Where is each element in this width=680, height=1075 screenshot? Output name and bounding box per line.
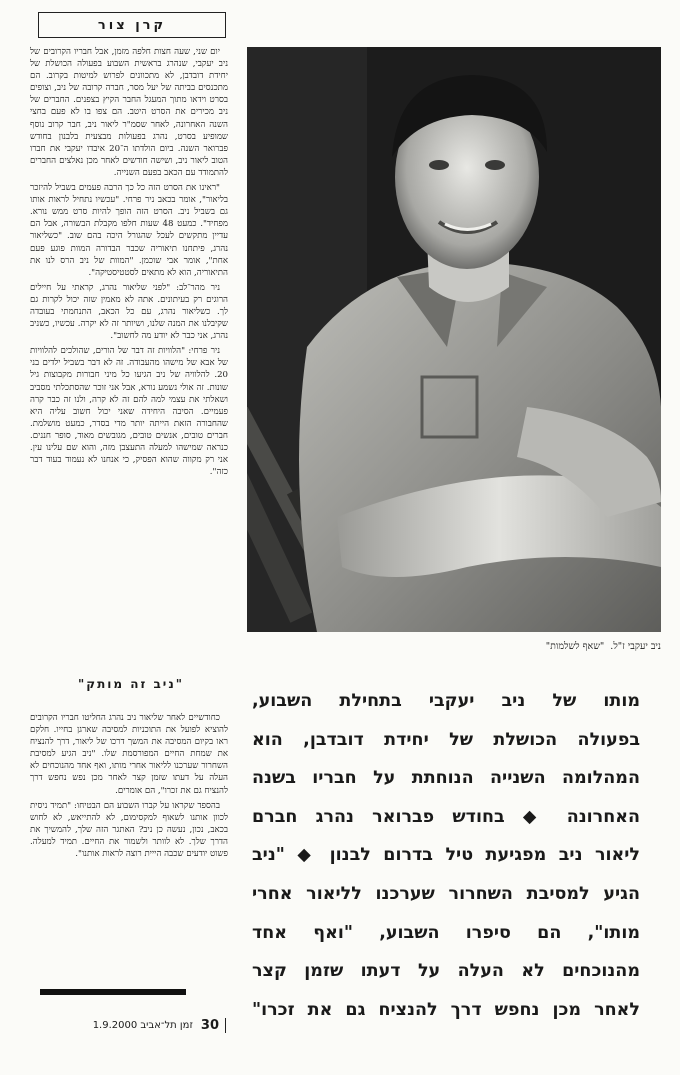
byline: קרן צור — [97, 17, 167, 33]
page-folio — [38, 1014, 226, 1036]
column-paragraph: "ראינו את הסרט הזה כל כך הרבה פעמים בשביל להיזכר בליאור", אומר בכאב ניר פרחי. "עכשיו נתחיל לראות אותו גם בשביל ניב. הסרט הזה הופך להיות סרט ממש נורא. מפחיד". כמעט 48 שעות חלפו מקבלת הבשורה, אבל הם עדיין מתקשים לעכל שהגורל היכה בהם שוב. "כשליאור נהרג, פיתחנו תיאוריה שכבר הבדורה המוות פוגע פעם אחת", אומר אבי שוכמן. "המוות של ניב הרס לנו את התיאוריה, הוא לא מתאים לסטטיסטיקה". — [30, 183, 228, 278]
portrait-illustration — [247, 47, 661, 632]
publication-date: זמן תל־אביב 1.9.2000 — [92, 1019, 193, 1031]
pull-quote-line: מהנוכחים לא העלה על דעתו שזמן קצר — [252, 961, 640, 982]
byline-box — [38, 12, 226, 38]
photo-caption — [247, 638, 661, 654]
portrait-photo — [247, 47, 661, 632]
column-paragraph: בהספד שקראו על קברו השבוע הם הבטיחו: "תמיד ניסית לכוון אותנו לשאוף למקסימום, לא להתייאש, לא לחוש בכאב, נכון, נעשה כן ניב? האתגר הזה שלך, להמשיך את הדרך שלך. לא לוותר ולשמור את החיים. תמיד למעלה. פשוט יודעים שכבה הייית רוצה לראות אותנו". — [30, 800, 228, 860]
column-paragraph: יום שני, שעה חצות חלפה מזמן, אבל חבריו הקרובים של ניב יעקבי, שנהרג בראשית השבוע בפעולה הכושלת של יחידת דובדבן, לא מתכוונים לפרוש למיטות בקרוב. הם מתכנסים בביתה של יעל מסר, חברה קרובה של ניב, וצופים בסרט וידאו מתוך המעגל החבר הקיץ בצפנים. החברים של ניב מכירים את הסרט היטב. הם צפו בו לא פעם בחצי השנה האחרונה, לאחר שסמ"ר ליאור ניב, חבר קרוב נוסף שמופיע בסרט, נהרג בפעולות מבצעית בלבנון בחודש פברואר השנה. ביום הולדתו ה־20 איבדו יעקבי את חברו הטוב ליאור ניב, ושישה חודשים לאחר מכן נאלצים החברים להתמודד עם הכאב בפעם השנייה. — [30, 47, 228, 178]
column-paragraph: ניר פרחי: "הלוויות זה דבר של הורים, שהולכים להלוויות של אבא של מישהו מהעבודה. זה לא דבר בשביל ילדים בני 20. להלוויה של ניב הגיעו כל מיני חבורות מקבוצות גיל שונות. זה אולי נשמע נורא, אבל אני זוכר שהסתכלתי מסביב ושאלתי את עצמי למה להם זה לא קרה, ולנו זה כבר קרה פעמיים. הסיבה היחידה שאני יכול חשוב עליה היא שהחבורה הזאת הייתה יותר מדי בסדר, כמעט מושלמת. חברים טובים, אנשים טובים, מגובשים מאוד, סופר חננים. כנראה שמישהו למעלה התעצבן מזה, והוא שם עלינו עין. אני רק מקווה שהוא הפסיק, כי אנחנו לא נעמוד בעוד דבר כזה". — [30, 346, 228, 478]
pull-quote-line: לאחר מכן נחפש דרך להנציח גם את זכרו" — [252, 999, 640, 1020]
pull-quote — [252, 682, 640, 1070]
pull-quote-line: בפעולה הכושלת של יחידת דובדבן, הוא — [252, 729, 640, 750]
column-paragraph: ניר מהר־לב: "לפני שליאור נהרג, קראתי על חיילים הרוגים רק בעיתונים. אתה לא מאמין שזה יכול לקרות גם לך. כשליאור נהרג, עם כל הכאב, התנחמתי בעובדה שקיבלנו את המנה שלנו, ושיותר זה לא יקרה. עכשיו, כשניב נהרג, אני כבר לא יודע מה לחשוב". — [30, 282, 228, 342]
page-number: 30 — [201, 1018, 226, 1033]
pull-quote-line: הגיע למסיבת השחרור שערכנו לליאור אחרי — [252, 883, 640, 904]
caption-credit: "שאף לשלמות" — [545, 640, 605, 652]
pull-quote-line: מותו", הם סיפרו השבוע, "ואף אחד — [252, 922, 640, 943]
pull-quote-line: האחרונה ◆ בחודש פברואר נהרג חברם — [252, 806, 640, 827]
pull-quote-line: מותו של ניב יעקבי בתחילת השבוע, — [252, 691, 640, 711]
pull-quote-line: המהלומה השנייה הנוחתת על חבריו בשנה — [252, 768, 640, 789]
article-column-continued — [30, 712, 228, 972]
pull-quote-line: ליאור ניב מפגיעת טיל בדרום לבנון ◆ "ניב — [252, 845, 640, 866]
column-paragraph: כחודשיים לאחר שליאור ניב נהרג החליטו חבריו הקרובים להוציא לפועל את התוכניות למסיבה שארגן בחייו. חלקם ראו בקיום המסיבה את המשך דרכו של ליאור, דרך להנציח את שמחת החיים המפורסמת שלו. "ניב הגיע למסיבת השחרור שערכנו לליאור אחרי מותו, ואף אחד מהנוכחים לא העלה על דעתו שזמן קצר לאחר מכן נפש נחפש דרך להנציח גם את זכרו", הם אומרים. — [30, 713, 228, 796]
article-column — [30, 46, 228, 656]
column-end-rule — [40, 989, 186, 995]
section-subhead: "ניב זה מותק" — [77, 677, 185, 691]
caption-name: ניב יעקבי ז"ל. — [610, 640, 661, 652]
